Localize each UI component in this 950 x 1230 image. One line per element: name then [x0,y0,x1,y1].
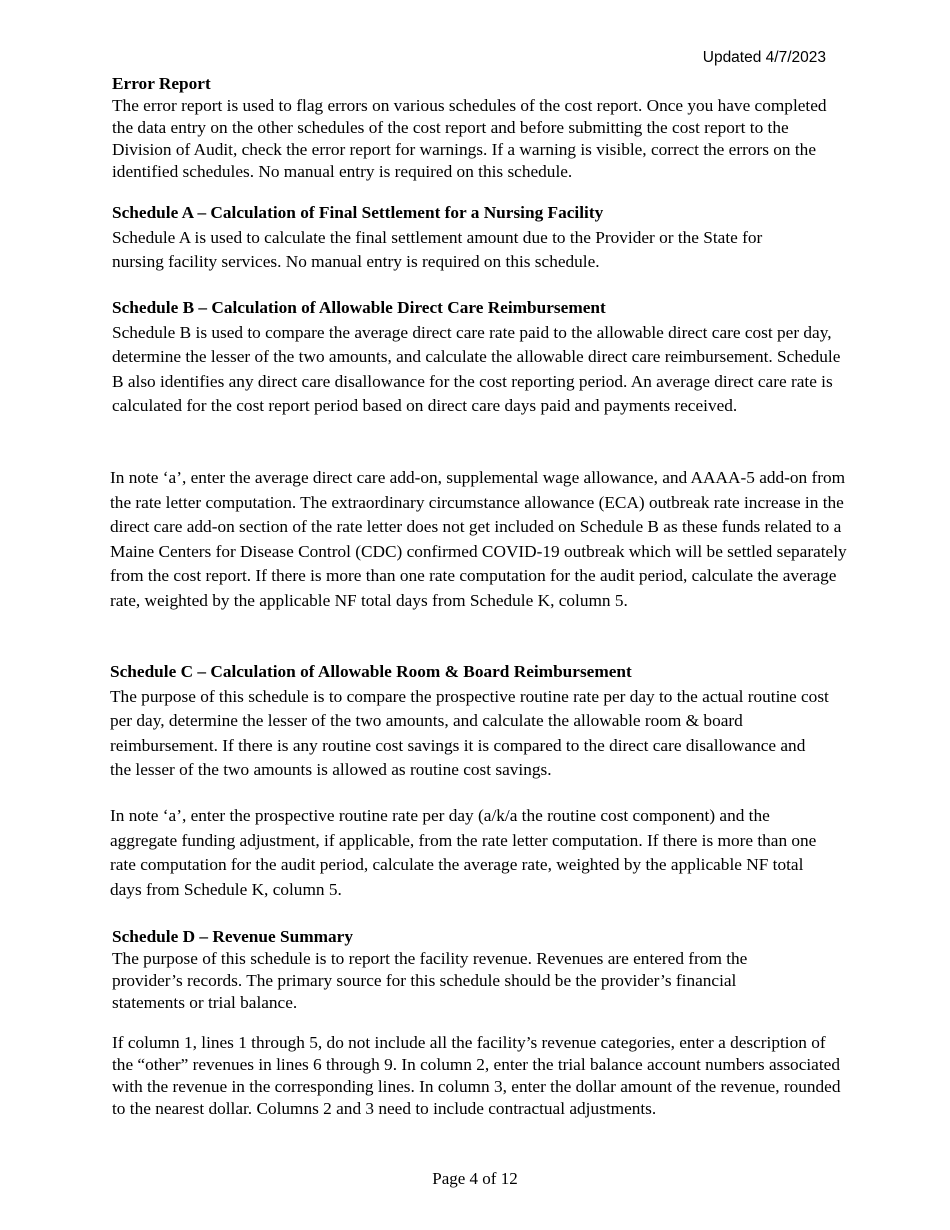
section-error-report [112,73,850,183]
section-note: In note ‘a’, enter the prospective routine rate per day (a/k/a the routine cost component) and the aggregate funding adjustment, if applicable, from the rate letter computation. If there is more than one rate computation for the audit period, calculate the average rate, weighted by the applicable NF total days from Schedule K, column 5. [110,806,817,899]
section-schedule-d-note [112,1032,850,1120]
section-heading: Schedule B – Calculation of Allowable Direct Care Reimbursement [112,298,606,317]
section-schedule-c [110,660,848,783]
section-heading: Schedule D – Revenue Summary [112,927,353,946]
section-body: The error report is used to flag errors on various schedules of the cost report. Once you have completed the data entry on the other schedules of the cost report and before submitting the cost report to the Division of Audit, check the error report for warnings. If a warning is visible, correct the errors on the identified schedules. No manual entry is required on this schedule. [112,96,827,181]
section-body: The purpose of this schedule is to compare the prospective routine rate per day to the actual routine cost per day, determine the lesser of the two amounts, and calculate the allowable room & board reimbursement. If there is any routine cost savings it is compared to the direct care disallowance and the lesser of the two amounts is allowed as routine cost savings. [110,686,829,780]
section-note: If column 1, lines 1 through 5, do not include all the facility’s revenue categories, enter a description of the “other” revenues in lines 6 through 9. In column 2, enter the trial balance account numbers associated with the revenue in the corresponding lines. In column 3, enter the dollar amount of the revenue, rounded to the nearest dollar. Columns 2 and 3 need to include contractual adjustments. [112,1033,841,1118]
section-body: The purpose of this schedule is to report the facility revenue. Revenues are entered from the provider’s records. The primary source for this schedule should be the provider’s financial statements or trial balance. [112,949,748,1012]
section-heading: Schedule A – Calculation of Final Settlement for a Nursing Facility [112,203,604,222]
section-schedule-b-note [110,466,848,614]
page-number: Page 4 of 12 [432,1169,518,1188]
section-schedule-b [112,296,850,419]
section-heading: Error Report [112,74,211,93]
section-schedule-c-note [110,804,848,902]
section-schedule-d [112,926,850,1014]
section-body: Schedule A is used to calculate the final settlement amount due to the Provider or the State for nursing facility services. No manual entry is required on this schedule. [112,227,763,272]
updated-date: Updated 4/7/2023 [702,49,826,66]
section-note: In note ‘a’, enter the average direct care add-on, supplemental wage allowance, and AAAA-5 add-on from the rate letter computation. The extraordinary circumstance allowance (ECA) outbreak rate increase in the direct care add-on section of the rate letter does not get included on Schedule B as these funds related to a Maine Centers for Disease Control (CDC) confirmed COVID-19 outbreak which will be settled separately from the cost report. If there is more than one rate computation for the audit period, calculate the average rate, weighted by the applicable NF total days from Schedule K, column 5. [110,468,847,610]
section-body: Schedule B is used to compare the average direct care rate paid to the allowable direct care cost per day, determine the lesser of the two amounts, and calculate the allowable direct care reimbursement. Schedule B also identifies any direct care disallowance for the cost reporting period. An average direct care rate is calculated for the cost report period based on direct care days paid and payments received. [112,322,841,416]
section-heading: Schedule C – Calculation of Allowable Room & Board Reimbursement [110,662,632,681]
section-schedule-a [112,201,850,275]
